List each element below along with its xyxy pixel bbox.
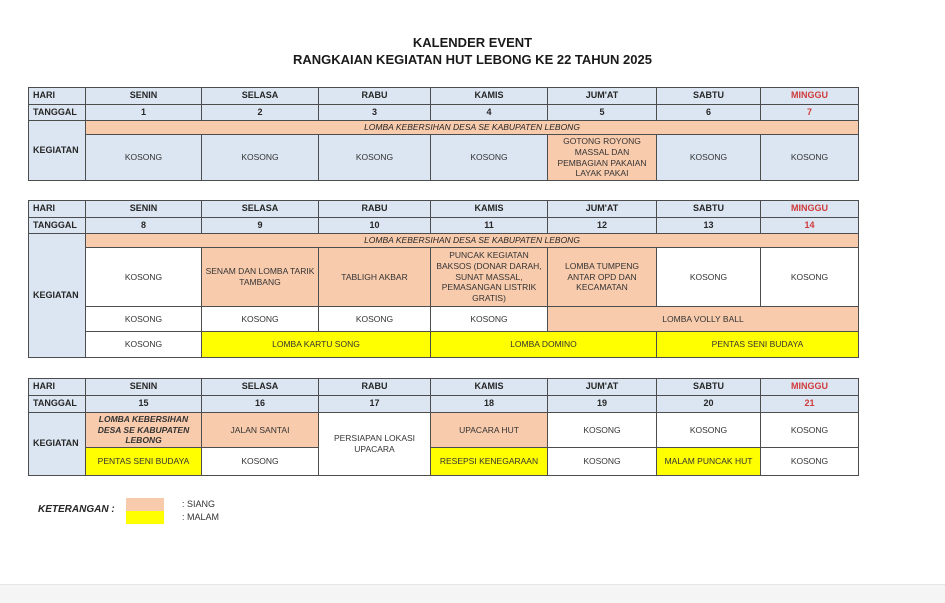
malam-color-swatch — [126, 511, 164, 524]
date-cell: 10 — [319, 218, 431, 234]
date-cell: 5 — [548, 105, 657, 121]
week3-table — [28, 378, 859, 476]
tanggal-label: TANGGAL — [29, 218, 86, 234]
event-cell: KOSONG — [431, 135, 548, 181]
week-banner: LOMBA KEBERSIHAN DESA SE KABUPATEN LEBONG — [86, 121, 859, 135]
day-header: JUM'AT — [548, 88, 657, 105]
date-cell: 11 — [431, 218, 548, 234]
date-cell: 19 — [548, 396, 657, 413]
legend-item-siang — [126, 498, 219, 511]
hari-row — [29, 379, 859, 396]
event-cell: KOSONG — [86, 332, 202, 358]
event-cell: KOSONG — [761, 248, 859, 307]
day-header: RABU — [319, 88, 431, 105]
event-cell: KOSONG — [202, 135, 319, 181]
event-cell: KOSONG — [86, 248, 202, 307]
day-header: RABU — [319, 201, 431, 218]
event-cell: KOSONG — [86, 307, 202, 332]
event-cell: MALAM PUNCAK HUT — [657, 447, 761, 475]
event-cell: PUNCAK KEGIATAN BAKSOS (DONAR DARAH, SUNAT MASSAL, PEMASANGAN LISTRIK GRATIS) — [431, 248, 548, 307]
legend — [38, 498, 945, 524]
page-title-block — [0, 34, 945, 68]
tanggal-label: TANGGAL — [29, 105, 86, 121]
banner-row — [29, 121, 859, 135]
event-cell: KOSONG — [319, 307, 431, 332]
day-header-sunday: MINGGU — [761, 201, 859, 218]
event-cell: KOSONG — [319, 135, 431, 181]
legend-title: KETERANGAN : — [38, 503, 115, 515]
day-header-sunday: MINGGU — [761, 88, 859, 105]
event-cell: KOSONG — [657, 413, 761, 448]
event-cell: KOSONG — [657, 135, 761, 181]
event-cell: KOSONG — [548, 447, 657, 475]
date-cell: 13 — [657, 218, 761, 234]
event-cell: PERSIAPAN LOKASI UPACARA — [319, 413, 431, 476]
event-cell: KOSONG — [548, 413, 657, 448]
date-cell: 4 — [431, 105, 548, 121]
event-cell: KOSONG — [657, 248, 761, 307]
legend-item-label: : MALAM — [182, 512, 220, 523]
day-header: SABTU — [657, 379, 761, 396]
date-cell: 16 — [202, 396, 319, 413]
event-cell: LOMBA VOLLY BALL — [548, 307, 859, 332]
legend-item-malam — [126, 511, 219, 524]
day-header: SELASA — [202, 201, 319, 218]
event-cell: KOSONG — [431, 307, 548, 332]
hari-label: HARI — [29, 201, 86, 218]
date-cell: 15 — [86, 396, 202, 413]
tanggal-row — [29, 396, 859, 413]
activity-row — [29, 413, 859, 448]
legend-item-label: : SIANG — [182, 499, 216, 510]
tanggal-row — [29, 105, 859, 121]
day-header: SENIN — [86, 88, 202, 105]
day-header-sunday: MINGGU — [761, 379, 859, 396]
siang-color-swatch — [126, 498, 164, 511]
event-cell: PENTAS SENI BUDAYA — [657, 332, 859, 358]
event-cell: JALAN SANTAI — [202, 413, 319, 448]
date-cell: 20 — [657, 396, 761, 413]
kegiatan-label: KEGIATAN — [29, 234, 86, 358]
date-cell: 8 — [86, 218, 202, 234]
day-header: SABTU — [657, 201, 761, 218]
event-cell: UPACARA HUT — [431, 413, 548, 448]
week-banner: LOMBA KEBERSIHAN DESA SE KABUPATEN LEBONG — [86, 234, 859, 248]
event-cell: KOSONG — [761, 413, 859, 448]
tanggal-row — [29, 218, 859, 234]
day-header: JUM'AT — [548, 201, 657, 218]
calendar-title: KALENDER EVENT — [412, 35, 533, 50]
hari-label: HARI — [29, 379, 86, 396]
legend-rows — [126, 498, 219, 524]
kegiatan-label: KEGIATAN — [29, 413, 86, 476]
date-cell-sunday: 21 — [761, 396, 859, 413]
date-cell: 17 — [319, 396, 431, 413]
activity-row — [29, 332, 859, 358]
event-cell: LOMBA KEBERSIHAN DESA SE KABUPATEN LEBONG — [86, 413, 202, 448]
event-cell: TABLIGH AKBAR — [319, 248, 431, 307]
week1-table — [28, 87, 859, 181]
event-cell: LOMBA KARTU SONG — [202, 332, 431, 358]
activity-row — [29, 248, 859, 307]
hari-label: HARI — [29, 88, 86, 105]
event-cell: KOSONG — [761, 135, 859, 181]
day-header: SELASA — [202, 88, 319, 105]
event-cell: KOSONG — [202, 307, 319, 332]
event-cell: GOTONG ROYONG MASSAL DAN PEMBAGIAN PAKAIAN LAYAK PAKAI — [548, 135, 657, 181]
day-header: SELASA — [202, 379, 319, 396]
event-cell: LOMBA DOMINO — [431, 332, 657, 358]
date-cell: 6 — [657, 105, 761, 121]
activity-row — [29, 135, 859, 181]
tanggal-label: TANGGAL — [29, 396, 86, 413]
date-cell: 12 — [548, 218, 657, 234]
hari-row — [29, 201, 859, 218]
kegiatan-label: KEGIATAN — [29, 121, 86, 181]
hari-row — [29, 88, 859, 105]
event-cell: SENAM DAN LOMBA TARIK TAMBANG — [202, 248, 319, 307]
week2-table — [28, 200, 859, 358]
event-cell: LOMBA TUMPENG ANTAR OPD DAN KECAMATAN — [548, 248, 657, 307]
banner-row — [29, 234, 859, 248]
event-cell: RESEPSI KENEGARAAN — [431, 447, 548, 475]
date-cell: 9 — [202, 218, 319, 234]
day-header: SABTU — [657, 88, 761, 105]
event-cell: KOSONG — [86, 135, 202, 181]
date-cell: 2 — [202, 105, 319, 121]
date-cell-sunday: 7 — [761, 105, 859, 121]
event-cell: PENTAS SENI BUDAYA — [86, 447, 202, 475]
footer-strip — [0, 584, 945, 603]
day-header: SENIN — [86, 201, 202, 218]
event-cell: KOSONG — [761, 447, 859, 475]
day-header: KAMIS — [431, 379, 548, 396]
day-header: KAMIS — [431, 88, 548, 105]
date-cell: 18 — [431, 396, 548, 413]
date-cell: 1 — [86, 105, 202, 121]
date-cell: 3 — [319, 105, 431, 121]
activity-row — [29, 447, 859, 475]
event-cell: KOSONG — [202, 447, 319, 475]
day-header: JUM'AT — [548, 379, 657, 396]
day-header: KAMIS — [431, 201, 548, 218]
day-header: SENIN — [86, 379, 202, 396]
date-cell-sunday: 14 — [761, 218, 859, 234]
day-header: RABU — [319, 379, 431, 396]
calendar-subtitle: RANGKAIAN KEGIATAN HUT LEBONG KE 22 TAHUN 2025 — [293, 52, 652, 67]
activity-row — [29, 307, 859, 332]
